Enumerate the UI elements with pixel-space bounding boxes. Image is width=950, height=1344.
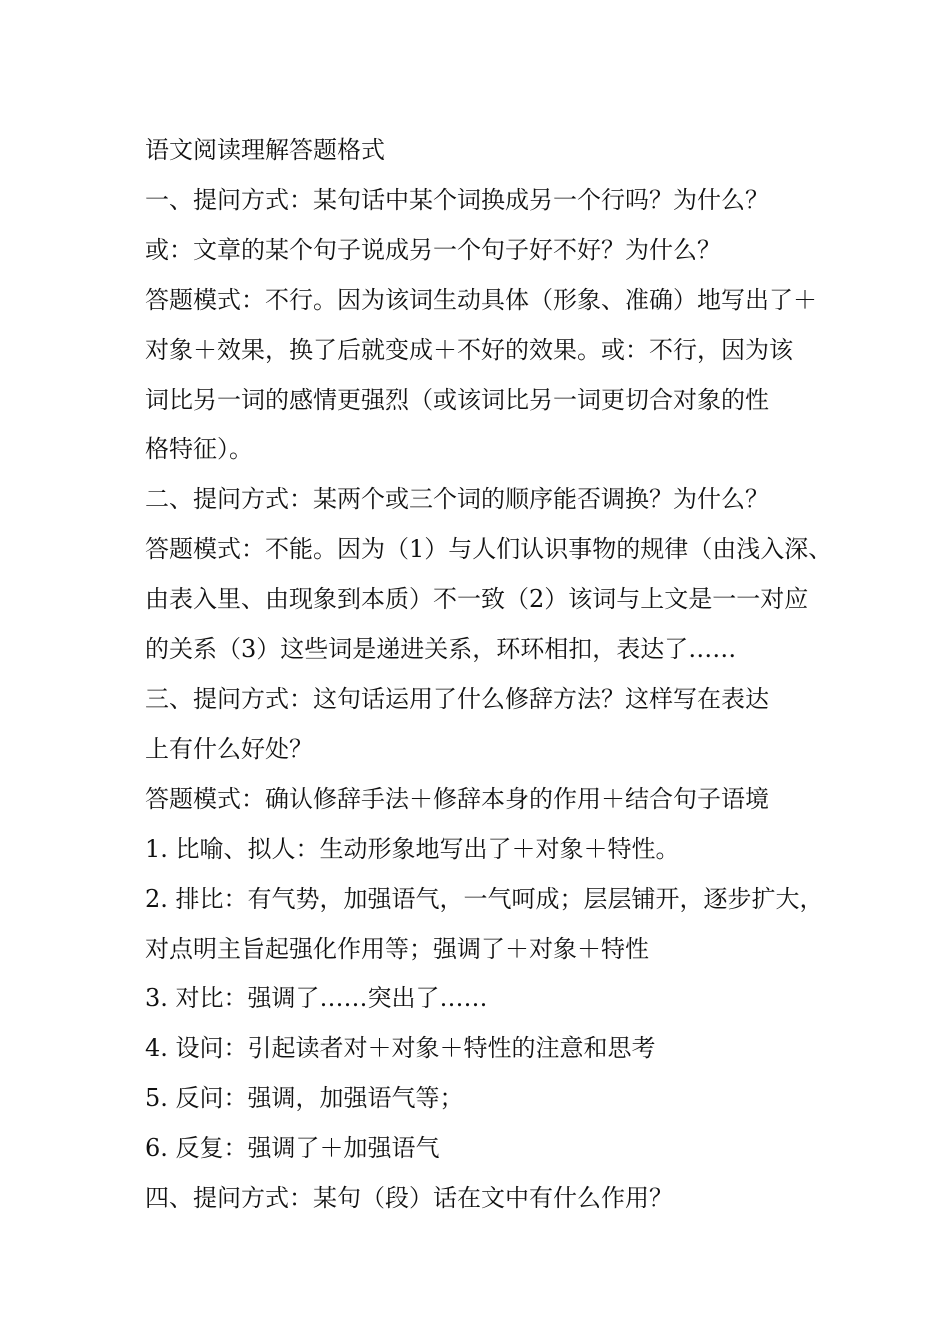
document-page [145,126,833,1224]
list-item: 6. 反复：强调了＋加强语气 [145,1134,440,1163]
text-line: 一、提问方式：某句话中某个词换成另一个行吗？为什么？ [145,185,769,214]
text-line: 答题模式：不能。因为（1）与人们认识事物的规律（由浅入深、 [145,535,833,564]
text-line: 上有什么好处？ [145,734,313,763]
text-line: 的关系（3）这些词是递进关系，环环相扣，表达了…… [145,635,737,664]
text-line: 答题模式：确认修辞手法＋修辞本身的作用＋结合句子语境 [145,784,769,813]
list-item: 5. 反问：强调，加强语气等； [145,1084,464,1113]
text-line: 词比另一词的感情更强烈（或该词比另一词更切合对象的性 [145,385,769,414]
text-line: 格特征）。 [145,435,253,464]
list-item: 1. 比喻、拟人：生动形象地写出了＋对象＋特性。 [145,834,680,863]
document-title: 语文阅读理解答题格式 [145,136,385,164]
list-item: 2. 排比：有气势，加强语气，一气呵成；层层铺开，逐步扩大， [145,884,824,913]
text-line: 由表入里、由现象到本质）不一致（2）该词与上文是一一对应 [145,585,809,614]
text-line: 答题模式：不行。因为该词生动具体（形象、准确）地写出了＋ [145,285,817,314]
list-item: 3. 对比：强调了……突出了…… [145,984,488,1013]
text-line: 三、提问方式：这句话运用了什么修辞方法？这样写在表达 [145,684,769,713]
list-item: 4. 设问：引起读者对＋对象＋特性的注意和思考 [145,1034,656,1063]
text-line: 四、提问方式：某句（段）话在文中有什么作用？ [145,1184,673,1213]
text-line: 二、提问方式：某两个或三个词的顺序能否调换？为什么？ [145,485,769,514]
text-line: 对象＋效果，换了后就变成＋不好的效果。或：不行，因为该 [145,335,793,364]
text-line: 对点明主旨起强化作用等；强调了＋对象＋特性 [145,934,649,963]
text-line: 或：文章的某个句子说成另一个句子好不好？为什么？ [145,235,721,264]
